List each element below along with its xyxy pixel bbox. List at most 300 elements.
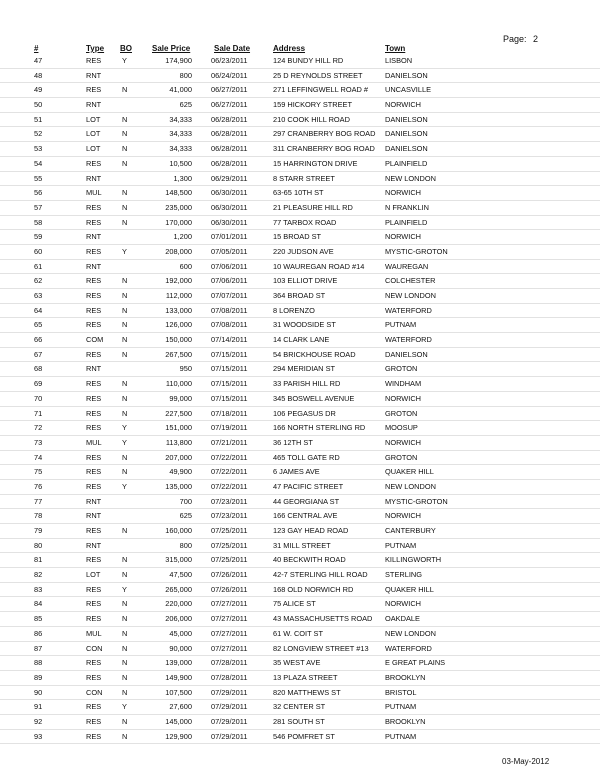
cell-town: DANIELSON	[385, 129, 428, 139]
cell-num: 51	[34, 114, 43, 124]
cell-type: RNT	[86, 496, 102, 506]
cell-sale-price: 27,600	[169, 702, 192, 712]
cell-type: RES	[86, 614, 102, 624]
table-row	[0, 362, 600, 377]
cell-type: RES	[86, 349, 102, 359]
cell-type: RES	[86, 320, 102, 330]
cell-address: 106 PEGASUS DR	[273, 408, 336, 418]
cell-sale-date: 07/29/2011	[211, 731, 248, 741]
cell-bo: N	[122, 628, 128, 638]
cell-address: 47 PACIFIC STREET	[273, 481, 344, 491]
cell-address: 40 BECKWITH ROAD	[273, 555, 346, 565]
cell-sale-price: 149,900	[165, 672, 192, 682]
cell-town: QUAKER HILL	[385, 584, 434, 594]
cell-address: 35 WEST AVE	[273, 658, 321, 668]
cell-sale-price: 99,000	[169, 393, 192, 403]
cell-town: DANIELSON	[385, 349, 428, 359]
cell-town: BRISTOL	[385, 687, 417, 697]
cell-sale-date: 06/30/2011	[211, 202, 248, 212]
cell-sale-date: 07/14/2011	[211, 335, 248, 345]
report-date: 03-May-2012	[502, 757, 550, 766]
table-row	[0, 98, 600, 113]
cell-bo: N	[122, 335, 128, 345]
cell-bo: N	[122, 158, 128, 168]
cell-type: RES	[86, 731, 102, 741]
table-row	[0, 172, 600, 187]
cell-num: 76	[34, 481, 43, 491]
sales-table	[0, 54, 600, 744]
cell-sale-date: 07/15/2011	[211, 393, 248, 403]
table-row	[0, 142, 600, 157]
cell-sale-price: 170,000	[165, 217, 192, 227]
cell-bo: N	[122, 731, 128, 741]
table-row	[0, 157, 600, 172]
table-row	[0, 274, 600, 289]
cell-sale-date: 07/29/2011	[211, 687, 248, 697]
cell-address: 364 BROAD ST	[273, 291, 326, 300]
cell-bo: N	[122, 672, 128, 682]
cell-sale-price: 625	[179, 100, 192, 110]
cell-town: NORWICH	[385, 188, 421, 198]
cell-sale-price: 267,500	[165, 349, 192, 359]
cell-bo: N	[122, 291, 128, 300]
cell-town: MOOSUP	[385, 423, 418, 433]
cell-num: 66	[34, 335, 43, 345]
cell-type: RES	[86, 246, 102, 256]
cell-address: 75 ALICE ST	[273, 599, 316, 609]
cell-town: DANIELSON	[385, 144, 428, 154]
cell-type: RES	[86, 158, 102, 168]
cell-sale-price: 126,000	[165, 320, 192, 330]
cell-type: RNT	[86, 173, 102, 183]
table-row	[0, 421, 600, 436]
cell-sale-date: 07/23/2011	[211, 511, 248, 521]
cell-sale-date: 06/28/2011	[211, 129, 248, 139]
cell-type: LOT	[86, 129, 101, 139]
cell-num: 93	[34, 731, 43, 741]
cell-bo: N	[122, 85, 128, 95]
cell-address: 44 GEORGIANA ST	[273, 496, 340, 506]
cell-town: GROTON	[385, 452, 418, 462]
table-row	[0, 509, 600, 524]
table-row	[0, 524, 600, 539]
cell-address: 14 CLARK LANE	[273, 335, 330, 345]
column-header-address: Address	[273, 44, 306, 53]
cell-sale-price: 600	[179, 261, 192, 271]
cell-sale-price: 135,000	[165, 481, 192, 491]
cell-town: CANTERBURY	[385, 526, 436, 535]
cell-num: 61	[34, 261, 43, 271]
cell-bo: N	[122, 526, 128, 535]
cell-num: 77	[34, 496, 43, 506]
cell-address: 15 BROAD ST	[273, 232, 322, 242]
cell-num: 71	[34, 408, 43, 418]
cell-type: RES	[86, 56, 102, 65]
cell-sale-date: 07/26/2011	[211, 570, 248, 580]
cell-sale-price: 34,333	[169, 144, 192, 154]
cell-town: NORWICH	[385, 393, 421, 403]
cell-num: 92	[34, 716, 43, 726]
cell-address: 168 OLD NORWICH RD	[273, 584, 354, 594]
cell-num: 72	[34, 423, 43, 433]
table-row	[0, 700, 600, 715]
cell-sale-date: 07/25/2011	[211, 540, 248, 550]
cell-sale-date: 07/23/2011	[211, 496, 248, 506]
cell-type: RES	[86, 702, 102, 712]
cell-sale-price: 700	[179, 496, 192, 506]
table-row	[0, 583, 600, 598]
table-row	[0, 480, 600, 495]
cell-sale-price: 45,000	[169, 628, 192, 638]
cell-town: WATERFORD	[385, 643, 432, 653]
cell-type: LOT	[86, 144, 101, 154]
cell-sale-price: 49,900	[169, 467, 192, 477]
cell-bo: N	[122, 188, 128, 198]
cell-bo: N	[122, 408, 128, 418]
table-row	[0, 671, 600, 686]
cell-address: 63-65 10TH ST	[273, 188, 324, 198]
cell-num: 59	[34, 232, 43, 242]
cell-bo: Y	[122, 584, 127, 594]
cell-bo: N	[122, 687, 128, 697]
cell-type: RES	[86, 658, 102, 668]
cell-sale-price: 34,333	[169, 129, 192, 139]
cell-type: RES	[86, 481, 102, 491]
page-label: Page:	[503, 34, 527, 44]
cell-address: 33 PARISH HILL RD	[273, 379, 341, 389]
cell-town: WAUREGAN	[385, 261, 429, 271]
cell-sale-date: 06/28/2011	[211, 114, 248, 124]
table-row	[0, 260, 600, 275]
table-row	[0, 539, 600, 554]
cell-town: NEW LONDON	[385, 173, 436, 183]
cell-sale-price: 265,000	[165, 584, 192, 594]
cell-num: 69	[34, 379, 43, 389]
cell-sale-date: 07/08/2011	[211, 320, 248, 330]
cell-type: RES	[86, 452, 102, 462]
cell-sale-date: 07/28/2011	[211, 672, 248, 682]
cell-sale-price: 107,500	[165, 687, 192, 697]
cell-num: 63	[34, 291, 43, 300]
cell-town: GROTON	[385, 408, 418, 418]
cell-type: RES	[86, 85, 102, 95]
cell-address: 345 BOSWELL AVENUE	[273, 393, 355, 403]
table-row	[0, 436, 600, 451]
cell-town: UNCASVILLE	[385, 85, 432, 95]
cell-sale-date: 06/24/2011	[211, 70, 248, 80]
cell-bo: Y	[122, 437, 127, 447]
cell-num: 90	[34, 687, 43, 697]
table-row	[0, 495, 600, 510]
cell-type: RNT	[86, 70, 102, 80]
table-row	[0, 627, 600, 642]
cell-address: 297 CRANBERRY BOG ROAD	[273, 129, 376, 139]
cell-sale-date: 06/28/2011	[211, 158, 248, 168]
cell-sale-price: 800	[179, 540, 192, 550]
cell-sale-price: 47,500	[169, 570, 192, 580]
cell-town: NORWICH	[385, 100, 421, 110]
cell-bo: N	[122, 349, 128, 359]
column-header-bo: BO	[120, 44, 132, 53]
cell-bo: N	[122, 452, 128, 462]
cell-town: COLCHESTER	[385, 276, 436, 286]
table-row	[0, 730, 600, 745]
cell-bo: Y	[122, 702, 127, 712]
cell-num: 65	[34, 320, 43, 330]
cell-sale-price: 10,500	[169, 158, 192, 168]
cell-sale-date: 07/27/2011	[211, 614, 248, 624]
cell-sale-date: 06/23/2011	[211, 56, 248, 65]
cell-sale-date: 07/28/2011	[211, 658, 248, 668]
cell-town: PUTNAM	[385, 540, 417, 550]
cell-address: 21 PLEASURE HILL RD	[273, 202, 353, 212]
cell-sale-price: 113,800	[165, 437, 192, 447]
table-row	[0, 612, 600, 627]
cell-num: 89	[34, 672, 43, 682]
cell-type: COM	[86, 335, 104, 345]
cell-bo: N	[122, 555, 128, 565]
cell-type: RES	[86, 555, 102, 565]
cell-num: 84	[34, 599, 43, 609]
cell-bo: N	[122, 129, 128, 139]
column-header-town: Town	[385, 44, 406, 53]
cell-sale-date: 07/22/2011	[211, 452, 248, 462]
cell-bo: N	[122, 320, 128, 330]
page-number: 2	[533, 34, 539, 44]
cell-num: 74	[34, 452, 43, 462]
cell-sale-date: 07/21/2011	[211, 437, 248, 447]
cell-num: 70	[34, 393, 43, 403]
table-row	[0, 348, 600, 363]
cell-address: 8 LORENZO	[273, 305, 315, 315]
cell-num: 67	[34, 349, 43, 359]
cell-sale-date: 07/15/2011	[211, 379, 248, 389]
cell-num: 62	[34, 276, 43, 286]
cell-type: RES	[86, 408, 102, 418]
cell-sale-date: 07/22/2011	[211, 481, 248, 491]
cell-address: 159 HICKORY STREET	[273, 100, 352, 110]
cell-address: 166 CENTRAL AVE	[273, 511, 338, 521]
cell-sale-price: 207,000	[165, 452, 192, 462]
cell-sale-price: 151,000	[165, 423, 192, 433]
cell-town: MYSTIC-GROTON	[385, 496, 448, 506]
cell-sale-date: 06/30/2011	[211, 188, 248, 198]
cell-sale-price: 206,000	[165, 614, 192, 624]
table-row	[0, 230, 600, 245]
column-header-sale-price: Sale Price	[152, 44, 191, 53]
cell-address: 465 TOLL GATE RD	[273, 452, 340, 462]
cell-num: 82	[34, 570, 43, 580]
cell-num: 78	[34, 511, 43, 521]
cell-type: RNT	[86, 100, 102, 110]
cell-sale-date: 06/27/2011	[211, 85, 248, 95]
cell-address: 311 CRANBERRY BOG ROAD	[273, 144, 375, 154]
cell-num: 57	[34, 202, 43, 212]
cell-type: LOT	[86, 570, 101, 580]
cell-bo: N	[122, 217, 128, 227]
cell-address: 6 JAMES AVE	[273, 467, 320, 477]
table-row	[0, 465, 600, 480]
cell-sale-date: 07/19/2011	[211, 423, 248, 433]
cell-address: 10 WAUREGAN ROAD #14	[273, 261, 365, 271]
cell-sale-date: 07/18/2011	[211, 408, 248, 418]
cell-address: 25 D REYNOLDS STREET	[273, 70, 363, 80]
cell-sale-price: 227,500	[165, 408, 192, 418]
table-row	[0, 333, 600, 348]
table-row	[0, 245, 600, 260]
cell-town: BROOKLYN	[385, 672, 426, 682]
cell-address: 42-7 STERLING HILL ROAD	[273, 570, 368, 580]
cell-sale-date: 07/15/2011	[211, 364, 248, 374]
cell-num: 85	[34, 614, 43, 624]
cell-bo: N	[122, 599, 128, 609]
cell-sale-date: 06/27/2011	[211, 100, 248, 110]
cell-sale-price: 1,200	[173, 232, 192, 242]
cell-num: 50	[34, 100, 43, 110]
cell-type: MUL	[86, 628, 102, 638]
cell-sale-date: 07/06/2011	[211, 276, 248, 286]
cell-address: 8 STARR STREET	[273, 173, 335, 183]
cell-num: 79	[34, 526, 43, 535]
cell-num: 58	[34, 217, 43, 227]
table-row	[0, 715, 600, 730]
cell-address: 36 12TH ST	[273, 437, 313, 447]
cell-address: 31 MILL STREET	[273, 540, 331, 550]
table-row	[0, 113, 600, 128]
cell-sale-date: 07/25/2011	[211, 555, 248, 565]
cell-num: 87	[34, 643, 43, 653]
cell-type: RES	[86, 217, 102, 227]
cell-address: 82 LONGVIEW STREET #13	[273, 643, 369, 653]
cell-sale-date: 07/05/2011	[211, 246, 248, 256]
cell-type: RES	[86, 584, 102, 594]
table-row	[0, 83, 600, 98]
table-row	[0, 407, 600, 422]
cell-sale-date: 07/26/2011	[211, 584, 248, 594]
cell-address: 546 POMFRET ST	[273, 731, 335, 741]
cell-num: 68	[34, 364, 43, 374]
cell-address: 32 CENTER ST	[273, 702, 326, 712]
cell-town: QUAKER HILL	[385, 467, 434, 477]
cell-town: NEW LONDON	[385, 481, 436, 491]
cell-address: 15 HARRINGTON DRIVE	[273, 158, 358, 168]
cell-sale-price: 220,000	[165, 599, 192, 609]
cell-town: NORWICH	[385, 437, 421, 447]
cell-bo: Y	[122, 56, 127, 65]
cell-bo: N	[122, 643, 128, 653]
cell-type: RES	[86, 526, 102, 535]
cell-type: RES	[86, 467, 102, 477]
cell-address: 294 MERIDIAN ST	[273, 364, 336, 374]
cell-type: RNT	[86, 364, 102, 374]
cell-num: 80	[34, 540, 43, 550]
cell-address: 54 BRICKHOUSE ROAD	[273, 349, 356, 359]
cell-town: BROOKLYN	[385, 716, 426, 726]
cell-bo: N	[122, 614, 128, 624]
cell-town: PUTNAM	[385, 320, 417, 330]
cell-num: 55	[34, 173, 43, 183]
cell-bo: Y	[122, 423, 127, 433]
cell-sale-price: 129,900	[165, 731, 192, 741]
cell-address: 281 SOUTH ST	[273, 716, 325, 726]
cell-type: RES	[86, 202, 102, 212]
cell-num: 60	[34, 246, 43, 256]
cell-num: 47	[34, 56, 43, 65]
cell-num: 53	[34, 144, 43, 154]
cell-sale-price: 41,000	[169, 85, 192, 95]
cell-sale-date: 06/30/2011	[211, 217, 248, 227]
cell-sale-price: 208,000	[165, 246, 192, 256]
cell-num: 48	[34, 70, 43, 80]
cell-type: MUL	[86, 437, 102, 447]
cell-sale-date: 07/27/2011	[211, 628, 248, 638]
table-row	[0, 127, 600, 142]
cell-sale-price: 110,000	[165, 379, 192, 389]
table-row	[0, 54, 600, 69]
cell-sale-price: 145,000	[165, 716, 192, 726]
cell-num: 56	[34, 188, 43, 198]
cell-bo: N	[122, 658, 128, 668]
cell-town: NEW LONDON	[385, 291, 436, 300]
cell-type: CON	[86, 687, 103, 697]
cell-sale-date: 07/01/2011	[211, 232, 248, 242]
cell-sale-date: 07/29/2011	[211, 716, 248, 726]
table-row	[0, 377, 600, 392]
cell-sale-date: 06/29/2011	[211, 173, 248, 183]
cell-num: 86	[34, 628, 43, 638]
cell-sale-price: 133,000	[165, 305, 192, 315]
cell-town: PUTNAM	[385, 702, 417, 712]
cell-sale-price: 235,000	[165, 202, 192, 212]
cell-town: DANIELSON	[385, 114, 428, 124]
cell-sale-price: 90,000	[169, 643, 192, 653]
cell-sale-date: 07/29/2011	[211, 702, 248, 712]
cell-address: 124 BUNDY HILL RD	[273, 56, 344, 65]
cell-town: E GREAT PLAINS	[385, 658, 446, 668]
column-header-type: Type	[86, 44, 105, 53]
table-row	[0, 216, 600, 231]
cell-type: RNT	[86, 261, 102, 271]
cell-address: 166 NORTH STERLING RD	[273, 423, 366, 433]
cell-address: 43 MASSACHUSETTS ROAD	[273, 614, 373, 624]
cell-type: RNT	[86, 511, 102, 521]
cell-sale-price: 148,500	[165, 188, 192, 198]
cell-bo: N	[122, 393, 128, 403]
cell-town: KILLINGWORTH	[385, 555, 442, 565]
table-row	[0, 392, 600, 407]
table-row	[0, 553, 600, 568]
cell-num: 64	[34, 305, 43, 315]
table-row	[0, 686, 600, 701]
cell-sale-price: 112,000	[165, 291, 192, 300]
cell-town: NORWICH	[385, 599, 421, 609]
cell-town: OAKDALE	[385, 614, 420, 624]
cell-town: STERLING	[385, 570, 422, 580]
cell-sale-date: 06/28/2011	[211, 144, 248, 154]
cell-type: RNT	[86, 232, 102, 242]
cell-sale-date: 07/25/2011	[211, 526, 248, 535]
cell-town: WINDHAM	[385, 379, 422, 389]
cell-bo: N	[122, 305, 128, 315]
table-row	[0, 597, 600, 612]
cell-town: DANIELSON	[385, 70, 428, 80]
cell-sale-date: 07/27/2011	[211, 599, 248, 609]
cell-type: RES	[86, 423, 102, 433]
cell-sale-date: 07/22/2011	[211, 467, 248, 477]
cell-town: MYSTIC-GROTON	[385, 246, 448, 256]
cell-address: 13 PLAZA STREET	[273, 672, 338, 682]
cell-type: LOT	[86, 114, 101, 124]
